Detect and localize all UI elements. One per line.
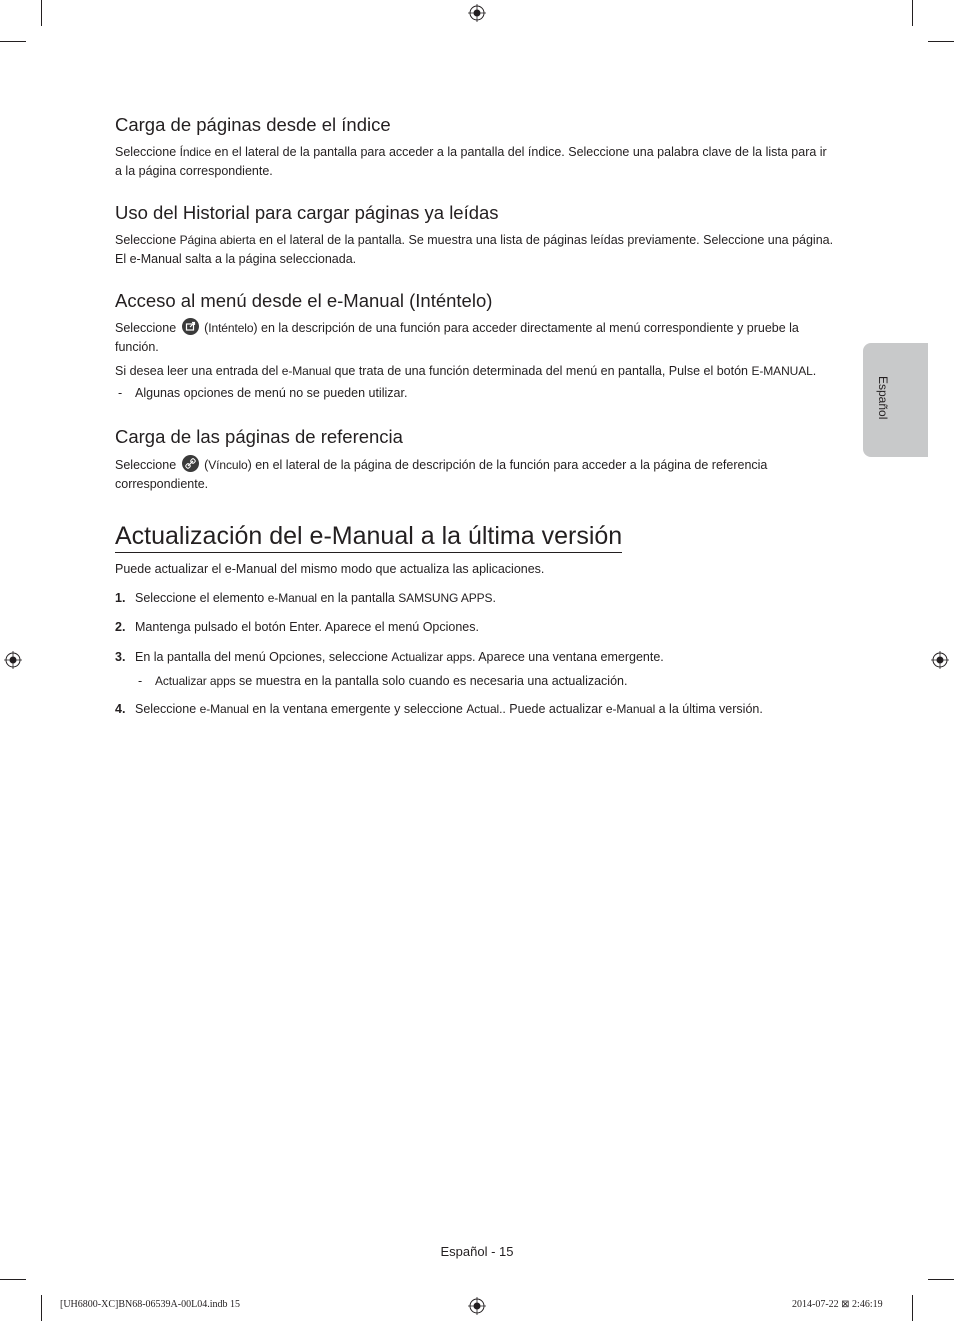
section-heading-index: Carga de páginas desde el índice [115,114,391,135]
section-body-try-now: Seleccione (Inténtelo) en la descripción de una función para acceder directamente al menú correspondiente y pruebe la función. [115,318,835,357]
page-title: Actualización del e-Manual a la última versión [115,521,622,553]
text-run: a la última versión. [655,702,763,716]
registration-mark-icon [468,1297,486,1315]
section-body-index [115,143,835,181]
bold-term: Actual. [466,702,503,716]
step-number: 4. [115,702,126,716]
bold-term: Actualizar apps [155,674,236,688]
text-run: se muestra en la pantalla solo cuando es necesaria una actualización. [235,674,628,688]
crop-mark [41,1295,42,1321]
section-heading-history: Uso del Historial para cargar páginas ya leídas [115,202,499,223]
registration-mark-icon [931,651,949,669]
text-run: en la ventana emergente y seleccione [248,702,467,716]
crop-mark [0,1279,26,1280]
language-tab [863,343,928,457]
step-text [135,702,763,716]
crop-mark [41,0,42,26]
section-body-history [115,231,835,269]
text-run: Si desea leer una entrada del [115,364,282,378]
step-text [135,650,664,664]
section-heading-try-now: Acceso al menú desde el e-Manual (Inténtelo) [115,290,493,311]
bold-term: e-Manual [605,702,656,716]
step-number: 2. [115,620,126,634]
note-dash: - [118,386,123,400]
bold-term: e-Manual [199,702,249,716]
text-run: en la pantalla [316,591,399,605]
language-tab-label: Español [876,376,890,420]
text-run: . [812,364,817,378]
crop-mark [912,0,913,26]
bold-term: e-Manual [281,364,332,378]
text-run: En la pantalla del menú Opciones, seleccione [135,650,392,664]
section-body-reference: Seleccione (Vínculo) en el lateral de la página de descripción de la función para acceder a la página de referencia correspondiente. [115,455,835,494]
section-body-emanual-button [115,362,835,381]
print-slug-right: 2014-07-22 ⊠ 2:46:19 [792,1299,883,1310]
crop-mark [912,1295,913,1321]
update-intro: Puede actualizar el e-Manual del mismo modo que actualiza las aplicaciones. [115,562,545,576]
step-number: 1. [115,591,126,605]
text-run: Seleccione [115,233,180,247]
text-run: Mantenga pulsado el botón Enter. Aparece el menú Opciones. [135,620,479,634]
try-now-icon [182,318,199,335]
text-run: que trata de una función determinada del menú en pantalla, Pulse el botón [331,364,752,378]
text-run: Seleccione [135,702,200,716]
bold-term: SAMSUNG APPS [398,591,493,605]
text-run: Seleccione [115,145,180,159]
text-run: Seleccione el elemento [135,591,268,605]
step-text [135,620,479,634]
crop-mark [928,1279,954,1280]
text-run: . Aparece una ventana emergente. [471,650,664,664]
crop-mark [0,41,26,42]
text-run: . [492,591,496,605]
text-run: . Puede actualizar [502,702,606,716]
step-number: 3. [115,650,126,664]
bold-term: Página abierta [179,233,256,247]
step-text [135,591,496,605]
bold-term: Índice [179,145,212,159]
link-icon [182,455,199,472]
bold-term: e-Manual [267,591,317,605]
text-run: en el lateral de la pantalla. Se muestra una lista de páginas leídas previamente. Seleccione una página. El e-Manual salta a la página seleccionada. [115,233,834,266]
crop-mark [928,41,954,42]
text-run: en el lateral de la pantalla para acceder a la pantalla del índice. Seleccione una palabra clave de la lista para ir a la página correspondiente. [115,145,827,178]
sub-note-dash: - [138,674,143,688]
registration-mark-icon [468,4,486,22]
note-text: Algunas opciones de menú no se pueden utilizar. [135,386,408,400]
bold-term: E-MANUAL [751,364,813,378]
print-slug-left: [UH6800-XC]BN68-06539A-00L04.indb 15 [60,1299,240,1310]
bold-term: Actualizar apps [391,650,472,664]
section-heading-reference: Carga de las páginas de referencia [115,426,403,447]
registration-mark-icon [4,651,22,669]
sub-note-text [155,674,627,688]
page-number: Español - 15 [440,1244,514,1259]
